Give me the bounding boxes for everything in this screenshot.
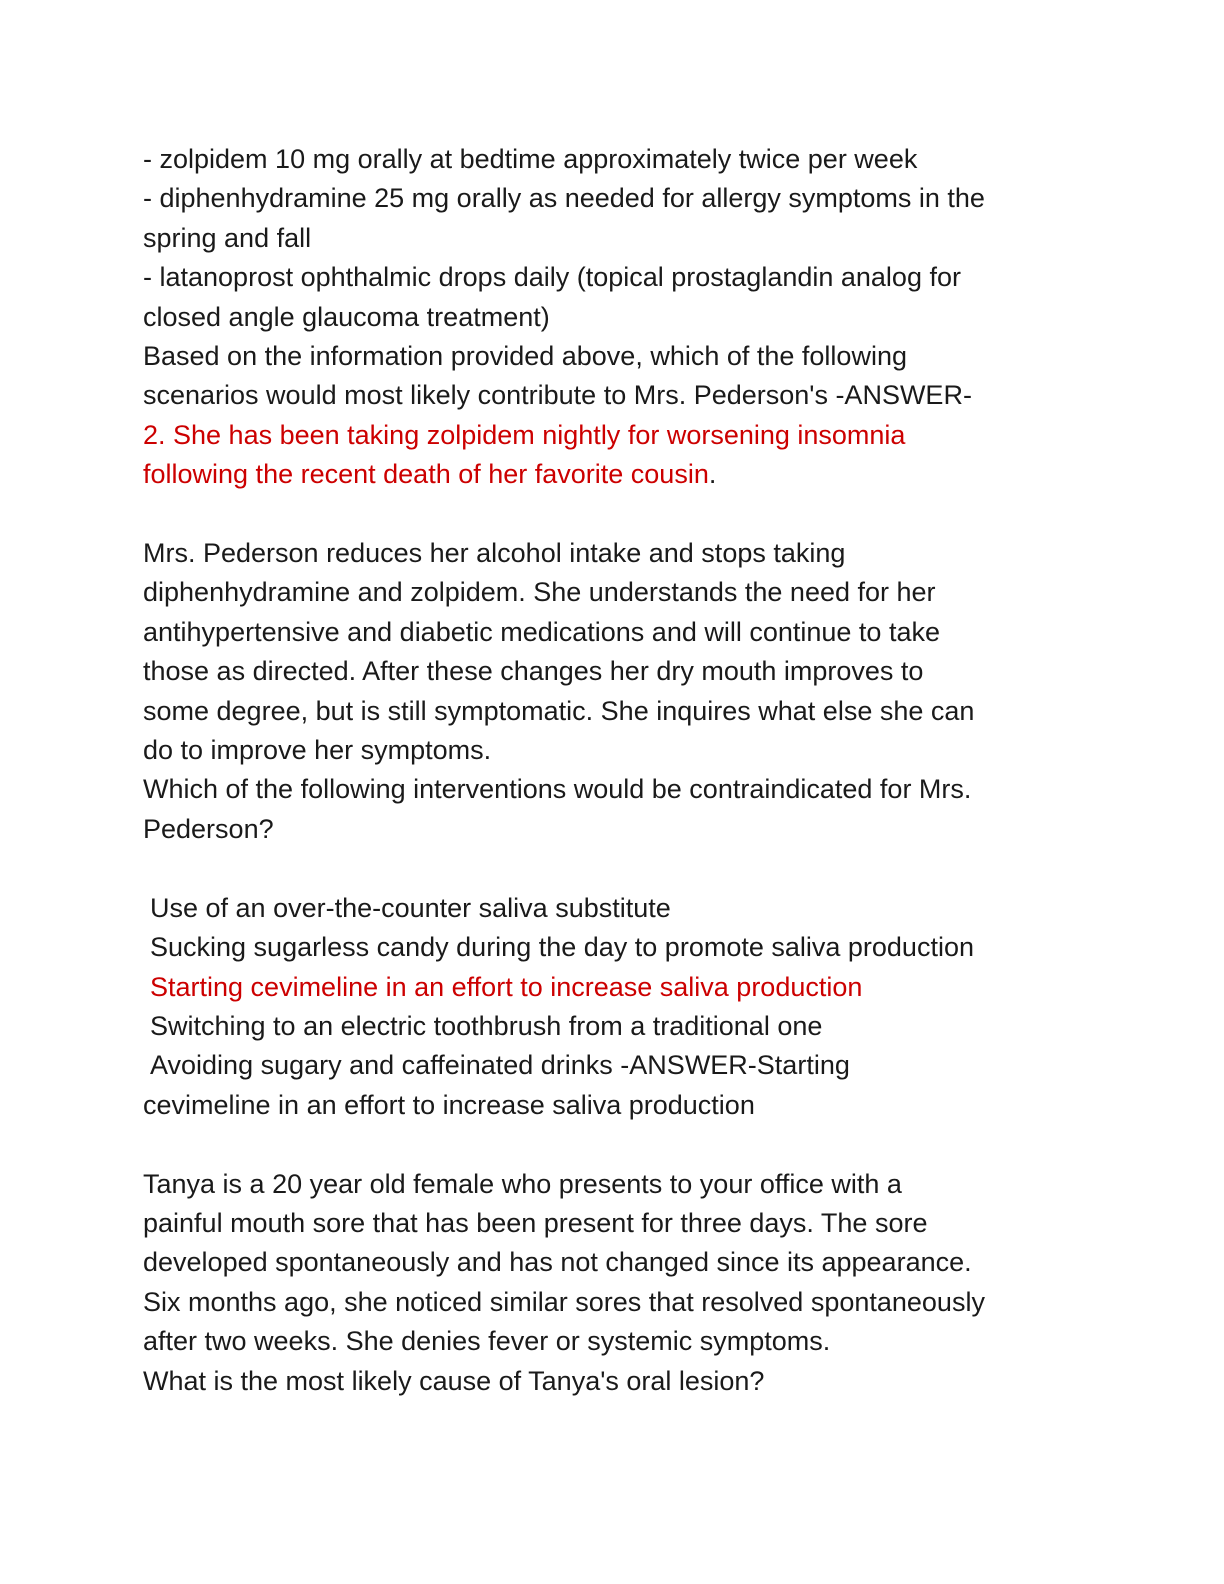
question-text: Which of the following interventions would be contraindicated for Mrs.	[143, 774, 972, 805]
answer-line	[143, 455, 1103, 494]
answer-period: .	[708, 459, 717, 490]
question-text: Pederson?	[143, 813, 274, 844]
option-item: Use of an over-the-counter saliva substitute	[150, 892, 671, 923]
question-text: do to improve her symptoms.	[143, 735, 492, 766]
medication-line: - diphenhydramine 25 mg orally as needed for allergy symptoms in the	[143, 183, 985, 214]
question-text: painful mouth sore that has been present for three days. The sore	[143, 1207, 928, 1238]
question-text: developed spontaneously and has not changed since its appearance.	[143, 1247, 972, 1278]
medication-line: - latanoprost ophthalmic drops daily (topical prostaglandin analog for	[143, 262, 961, 293]
medication-line: - zolpidem 10 mg orally at bedtime approximately twice per week	[143, 144, 918, 174]
paragraph-spacer	[143, 1125, 1103, 1164]
paragraph-spacer	[143, 495, 1103, 534]
option-item: Sucking sugarless candy during the day to promote saliva production	[150, 932, 974, 963]
answer-text: 2. She has been taking zolpidem nightly for worsening insomnia	[143, 419, 906, 450]
question-text: antihypertensive and diabetic medications and will continue to take	[143, 616, 940, 647]
question-text: some degree, but is still symptomatic. She inquires what else she can	[143, 695, 975, 726]
question-text: Six months ago, she noticed similar sores that resolved spontaneously	[143, 1286, 985, 1317]
question-3	[143, 1165, 1103, 1401]
question-text: Based on the information provided above, which of the following	[143, 341, 907, 372]
medication-line: spring and fall	[143, 222, 312, 253]
medication-line: closed angle glaucoma treatment)	[143, 301, 550, 332]
question-text: Tanya is a 20 year old female who presents to your office with a	[143, 1168, 902, 1199]
paragraph-spacer	[143, 849, 1103, 888]
question-2	[143, 534, 1103, 1125]
question-text: diphenhydramine and zolpidem. She understands the need for her	[143, 577, 936, 608]
medication-list	[143, 140, 1103, 337]
option-item: Avoiding sugary and caffeinated drinks -ANSWER-Starting	[150, 1050, 850, 1081]
question-text: What is the most likely cause of Tanya's oral lesion?	[143, 1365, 765, 1396]
question-text: Mrs. Pederson reduces her alcohol intake and stops taking	[143, 538, 846, 569]
answer-text: cevimeline in an effort to increase saliva production	[143, 1089, 755, 1120]
document-page	[143, 140, 1103, 1401]
option-item-correct: Starting cevimeline in an effort to increase saliva production	[150, 971, 863, 1002]
question-text: scenarios would most likely contribute to Mrs. Pederson's -ANSWER-	[143, 380, 972, 411]
question-text: after two weeks. She denies fever or systemic symptoms.	[143, 1326, 831, 1357]
question-1	[143, 337, 1103, 495]
option-item: Switching to an electric toothbrush from a traditional one	[150, 1010, 823, 1041]
answer-text: following the recent death of her favorite cousin	[143, 459, 709, 490]
option-list	[143, 889, 1103, 1125]
question-text: those as directed. After these changes her dry mouth improves to	[143, 656, 924, 687]
